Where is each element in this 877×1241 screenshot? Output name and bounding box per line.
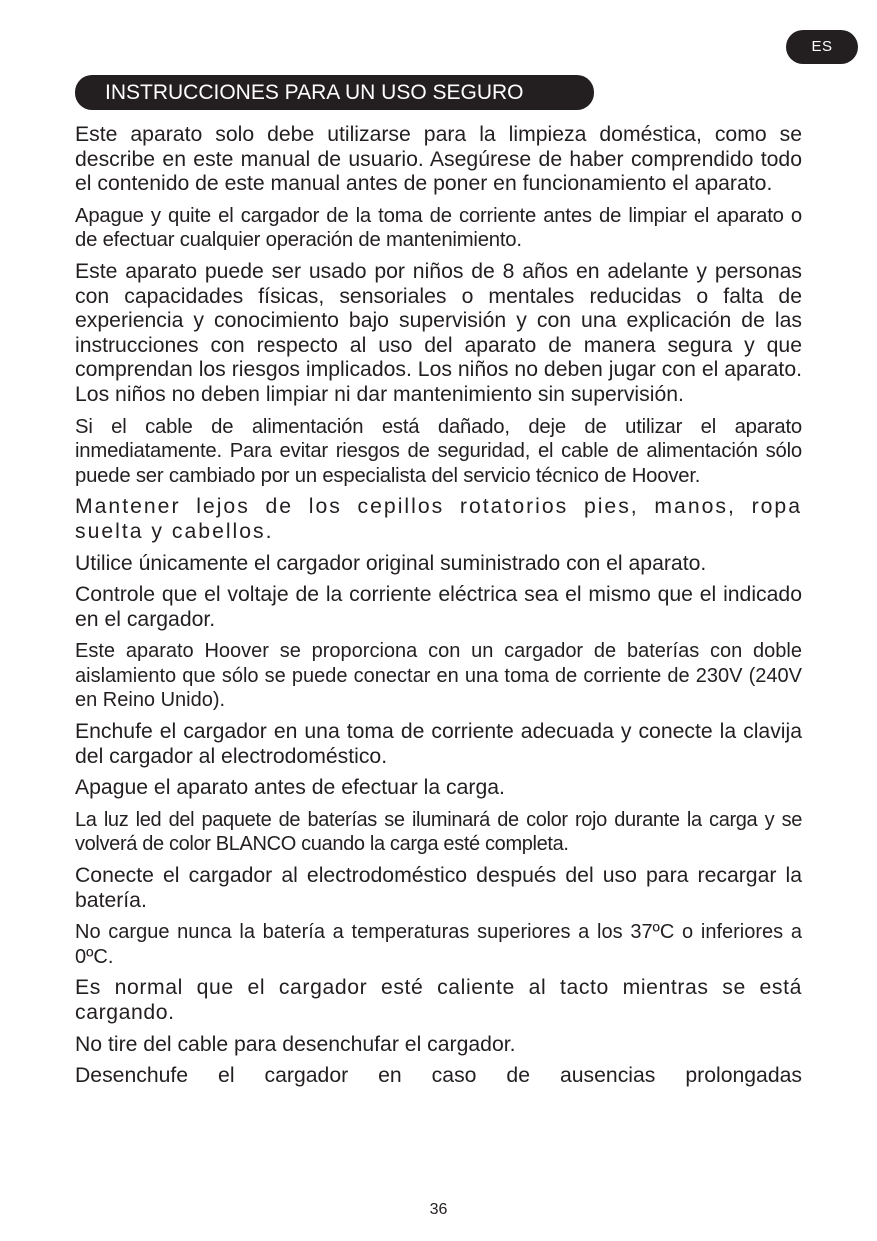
paragraph-switch-off: Apague el aparato antes de efectuar la carga. [75, 776, 505, 800]
language-badge: ES [786, 30, 858, 64]
paragraph-voltage-check: Controle que el voltaje de la corriente eléctrica sea el mismo que el indicado en el cargador. [75, 583, 802, 631]
paragraph-double-insulation: Este aparato Hoover se proporciona con un cargador de baterías con doble aislamiento que sólo se puede conectar en una toma de corriente de 230V (240V en Reino Unido). [75, 640, 802, 712]
paragraph-do-not-pull-cable: No tire del cable para desenchufar el cargador. [75, 1032, 516, 1056]
paragraph-children-supervision: Este aparato puede ser usado por niños de 8 años en adelante y personas con capacidades físicas, sensoriales o mentales reducidas o falta de experiencia y conocimiento bajo supervisión y con una explicación de las instrucciones con respecto al uso del aparato de manera segura y que comprendan los riesgos implicados. Los niños no deben jugar con el aparato. Los niños no deben limpiar ni dar mantenimiento sin supervisión. [75, 259, 802, 406]
paragraph-unplug-before-cleaning: Apague y quite el cargador de la toma de corriente antes de limpiar el aparato o de efectuar cualquier operación de mantenimiento. [75, 204, 802, 252]
paragraph-domestic-use: Este aparato solo debe utilizarse para la limpieza doméstica, como se describe en este manual de usuario. Asegúrese de haber comprendido todo el contenido de este manual antes de poner en funcionamiento el aparato. [75, 123, 802, 196]
paragraph-plug-charger: Enchufe el cargador en una toma de corriente adecuada y conecte la clavija del cargador al electrodoméstico. [75, 720, 802, 768]
paragraph-damaged-cable: Si el cable de alimentación está dañado, deje de utilizar el aparato inmediatamente. Para evitar riesgos de seguridad, el cable de alimentación sólo puede ser cambiado por un especialista del servicio técnico de Hoover. [75, 415, 802, 487]
instructions-body [75, 123, 802, 1096]
page-number: 36 [429, 1201, 448, 1218]
paragraph-rotating-brushes: Mantener lejos de los cepillos rotatorios pies, manos, ropa suelta y cabellos. [75, 495, 802, 543]
paragraph-original-charger: Utilice únicamente el cargador original suministrado con el aparato. [75, 551, 707, 575]
paragraph-recharge-after-use: Conecte el cargador al electrodoméstico después del uso para recargar la batería. [75, 864, 802, 912]
paragraph-temperature-limits: No cargue nunca la batería a temperaturas superiores a los 37ºC o inferiores a 0ºC. [75, 921, 802, 968]
paragraph-led-indicator: La luz led del paquete de baterías se iluminará de color rojo durante la carga y se volverá de color BLANCO cuando la carga esté completa. [75, 808, 802, 856]
section-title: INSTRUCCIONES PARA UN USO SEGURO [75, 75, 594, 110]
paragraph-unplug-absence: Desenchufe el cargador en caso de ausencias prolongadas [75, 1064, 802, 1088]
paragraph-charger-warm: Es normal que el cargador esté caliente al tacto mientras se está cargando. [75, 976, 802, 1024]
